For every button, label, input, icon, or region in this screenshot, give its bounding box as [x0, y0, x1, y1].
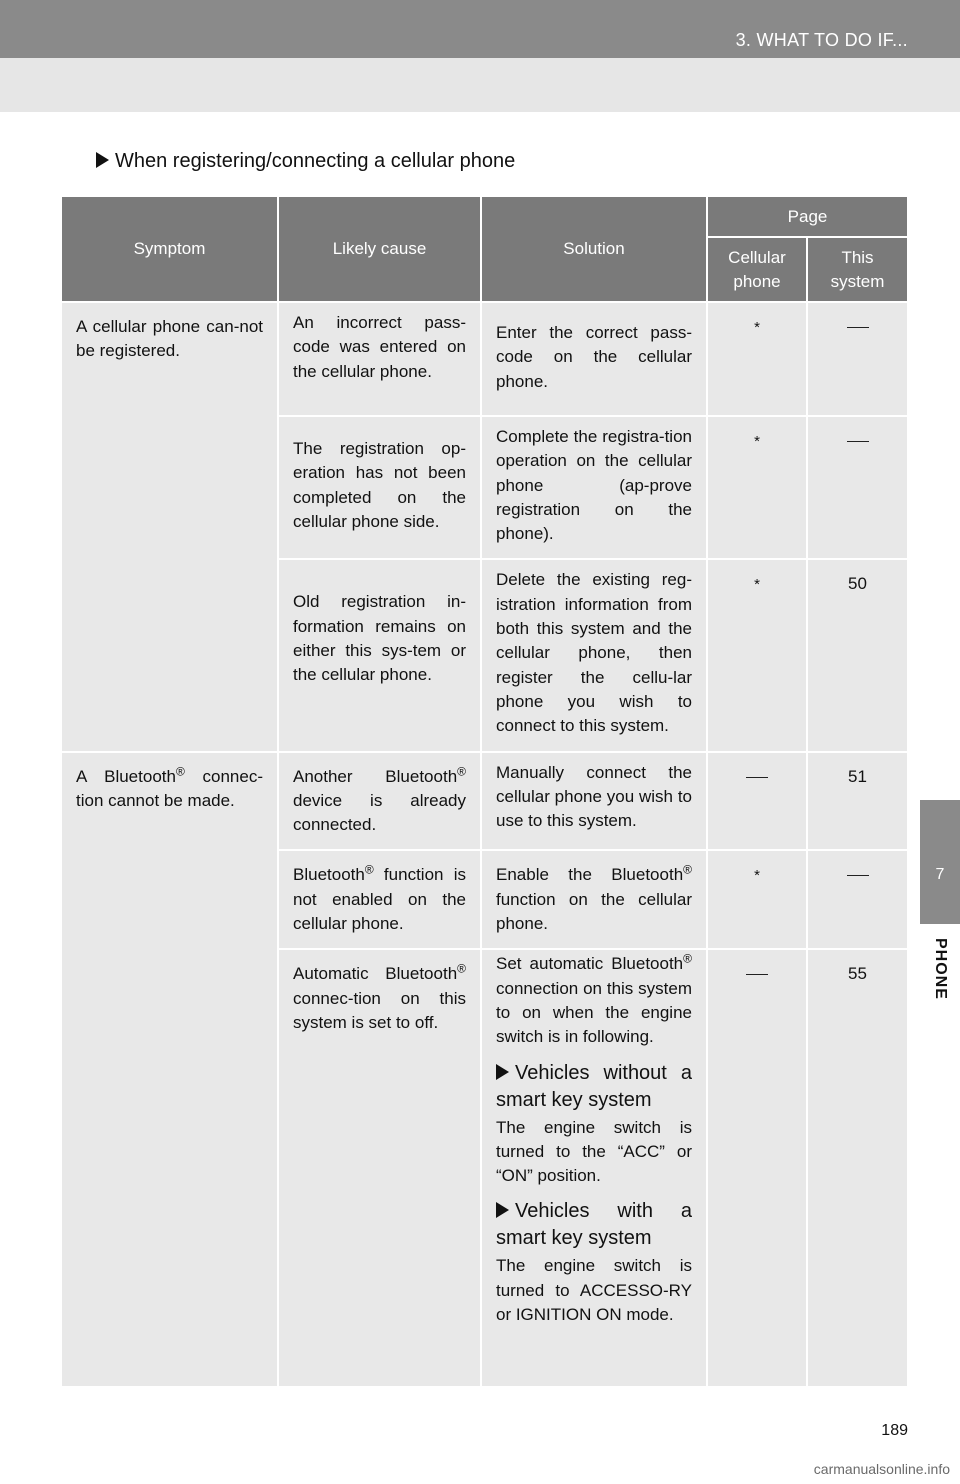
table-row	[61, 752, 908, 851]
this-system-page-cell	[807, 302, 908, 416]
solution-text: Set automatic Bluetooth® connection on this system to on when the engine switch is in following.	[496, 951, 692, 1047]
subheading-with-smart-key: Vehicles with a smart key system	[496, 1200, 692, 1250]
table-row	[61, 302, 908, 416]
triangle-arrow-icon	[496, 1064, 509, 1080]
this-system-page-cell: 50	[807, 559, 908, 751]
dash-mark	[746, 974, 768, 975]
solution-cell: Enter the correct pass-code on the cellular phone.	[481, 302, 707, 416]
cellular-phone-page-cell	[707, 416, 807, 559]
subtext-without-smart-key: The engine switch is turned to the “ACC” or “ON” position.	[496, 1117, 692, 1186]
triangle-arrow-icon	[96, 152, 109, 168]
cellular-phone-page-cell	[707, 559, 807, 751]
header-this-system: This system	[807, 237, 908, 302]
watermark: carmanualsonline.info	[813, 1461, 950, 1477]
section-title	[96, 150, 515, 173]
subtext-with-smart-key: The engine switch is turned to ACCESSO-RY or IGNITION ON mode.	[496, 1256, 692, 1325]
triangle-arrow-icon	[496, 1202, 509, 1218]
table-header-row	[61, 196, 908, 237]
this-system-page-cell: 55	[807, 949, 908, 1387]
chapter-tab[interactable]	[920, 800, 960, 924]
solution-cell: Manually connect the cellular phone you wish to use to this system.	[481, 752, 707, 851]
solution-cell: Enable the Bluetooth® function on the cellular phone.	[481, 850, 707, 949]
cause-cell: Old registration in-formation remains on either this sys-tem or the cellular phone.	[278, 559, 481, 751]
solution-cell	[481, 949, 707, 1387]
cause-cell: The registration op-eration has not been completed on the cellular phone side.	[278, 416, 481, 559]
cause-cell: An incorrect pass-code was entered on the cellular phone.	[278, 302, 481, 416]
cellular-phone-page-cell	[707, 302, 807, 416]
cellular-phone-page-cell	[707, 949, 807, 1387]
header-solution: Solution	[481, 196, 707, 302]
asterisk-mark: *	[754, 319, 760, 336]
dash-mark	[847, 327, 869, 328]
cause-cell: Bluetooth® function is not enabled on the cellular phone.	[278, 850, 481, 949]
this-system-page-cell	[807, 416, 908, 559]
header-cellular-phone: Cellular phone	[707, 237, 807, 302]
this-system-page-cell: 51	[807, 752, 908, 851]
solution-cell: Complete the registra-tion operation on the cellular phone (ap-prove registration on the phone).	[481, 416, 707, 559]
dash-mark	[847, 875, 869, 876]
header-page: Page	[707, 196, 908, 237]
header-band	[0, 0, 960, 58]
solution-cell: Delete the existing reg-istration information from both this system and the cellular phone, then register the cellu-lar phone you wish to connect to this system.	[481, 559, 707, 751]
header-symptom: Symptom	[61, 196, 278, 302]
header-likely-cause: Likely cause	[278, 196, 481, 302]
section-title-text: When registering/connecting a cellular phone	[115, 150, 516, 172]
page-number: 189	[881, 1422, 908, 1439]
asterisk-mark: *	[754, 576, 760, 594]
subheading-without-smart-key: Vehicles without a smart key system	[496, 1061, 692, 1111]
cellular-phone-page-cell	[707, 850, 807, 949]
header-sub-band	[0, 58, 960, 112]
symptom-cell: A Bluetooth® connec-tion cannot be made.	[61, 752, 278, 1388]
this-system-page-cell	[807, 850, 908, 949]
symptom-cell: A cellular phone can-not be registered.	[61, 302, 278, 752]
troubleshooting-table	[60, 195, 909, 1388]
asterisk-mark: *	[754, 867, 760, 885]
chapter-label: PHONE	[932, 938, 949, 1000]
chapter-title: 3. WHAT TO DO IF...	[735, 30, 908, 50]
dash-mark	[847, 441, 869, 442]
chapter-number: 7	[935, 866, 945, 883]
asterisk-mark: *	[754, 433, 760, 450]
dash-mark	[746, 777, 768, 778]
cause-cell: Automatic Bluetooth® connec-tion on this system is set to off.	[278, 949, 481, 1387]
cellular-phone-page-cell	[707, 752, 807, 851]
cause-cell: Another Bluetooth® device is already connected.	[278, 752, 481, 851]
